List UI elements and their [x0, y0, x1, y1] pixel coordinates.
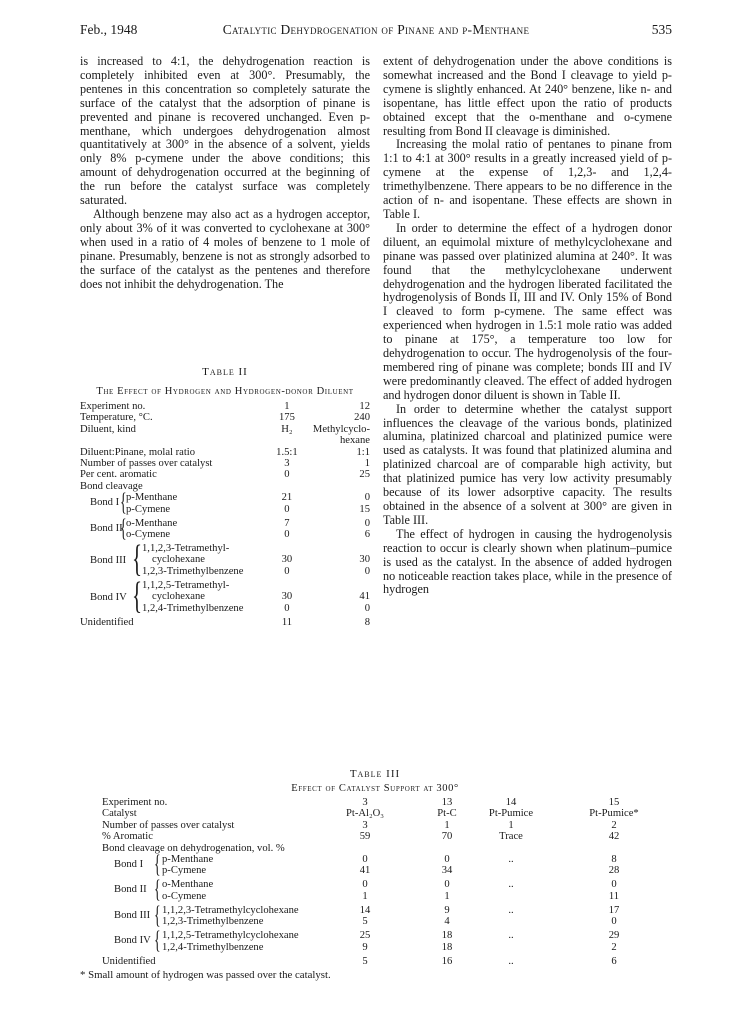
- compound-label: 1,2,4-Trimethylbenzene: [162, 941, 264, 953]
- cell-exp-1: Pt-Al₂O₃: [346, 808, 384, 820]
- bond-label: Bond I: [114, 859, 144, 871]
- cell-exp-1: 1: [362, 890, 368, 902]
- table-row: [80, 879, 670, 890]
- paragraph: In order to determine whether the catalyst support influences the cleavage of the various bonds, platinized alumina, platinized charcoal and platinized pumice were used as catalysts. It was found that platinized alumina and platinized charcoal are of comparable high activity, but that platinized pumice has very low activity presumably because of its lower adsorptive capacity. The results obtained in the absence of a solvent at 300° are given in Table III.: [383, 401, 672, 527]
- row-label: Experiment no.: [102, 797, 168, 808]
- cell-exp-1: 5: [362, 916, 368, 928]
- row-label: Catalyst: [102, 808, 137, 820]
- table-row: [80, 916, 670, 930]
- cell-exp-4: 8: [611, 854, 617, 866]
- bond-label: Bond III: [114, 909, 151, 921]
- cell-exp-1: [261, 543, 313, 554]
- cell-exp-3: [464, 916, 558, 930]
- table-row: [80, 424, 370, 435]
- table-row: [80, 412, 370, 423]
- cell-exp-12: 0: [364, 492, 370, 504]
- cell-exp-12: 240: [354, 412, 370, 424]
- row-label: [80, 916, 300, 930]
- cell-exp-12: 0: [364, 517, 370, 529]
- cell-exp-1: 0: [284, 503, 290, 515]
- cell-exp-3: ..: [508, 879, 514, 891]
- cell-exp-2: 9: [444, 904, 450, 916]
- table-row: [80, 820, 670, 831]
- compound-label: p-Cymene: [126, 503, 171, 515]
- row-label: [80, 504, 261, 518]
- cell-exp-1: [261, 435, 313, 446]
- cell-exp-12: 6: [364, 529, 370, 541]
- cell-exp-12: 41: [359, 591, 370, 603]
- cell-exp-2: 13: [441, 797, 453, 808]
- table-row: [80, 458, 370, 469]
- table-row: [80, 447, 370, 458]
- cell-exp-2: 70: [441, 831, 453, 843]
- bond-label: Bond II: [90, 522, 123, 534]
- cell-exp-4: 0: [611, 916, 617, 928]
- cell-exp-1: [300, 843, 430, 854]
- cell-exp-1: 0: [362, 879, 368, 891]
- row-label: Experiment no.: [80, 401, 146, 412]
- compound-label: p-Menthane: [126, 492, 178, 504]
- cell-exp-12: 25: [359, 469, 370, 481]
- cell-exp-1: 0: [362, 854, 368, 866]
- cell-exp-4: 17: [608, 904, 620, 916]
- cell-exp-4: 29: [608, 930, 620, 942]
- brace-glyph: {: [154, 901, 161, 929]
- cell-exp-2: 1: [444, 819, 450, 831]
- cell-exp-2: 0: [444, 854, 450, 866]
- compound-label: p-Cymene: [162, 865, 207, 877]
- table-caption: Table II: [202, 366, 248, 378]
- table-row: [80, 543, 370, 554]
- table-title: The Effect of Hydrogen and Hydrogen-donor Diluent: [96, 386, 354, 397]
- paragraph: Increasing the molal ratio of pentanes to pinane from 1:1 to 4:1 at 300° results in a greatly increased yield of p-cymene at the expense of 1,2,3- and 1,2,4-trimethylbenzene. There appears to be no difference in the action of n- and isopentane. These effects are shown in Table I.: [383, 137, 672, 221]
- compound-label: o-Cymene: [162, 890, 207, 902]
- row-label: Unidentified: [80, 616, 134, 628]
- paragraph: is increased to 4:1, the dehydrogenation reaction is completely inhibited even at 300°. Presumably, the pentenes in this concentration so completely saturate the surface of the catalyst that the adsorption of pinane is prevented and pinane is recovered unchanged. Even p-menthane, which undergoes dehydrogenation almost quantitatively at 300° in the absence of a solvent, yields only 8% p-cymene under the above conditions; this amount of dehydrogenation occurred at the beginning of the run before the catalyst surface was completely saturated.: [80, 54, 370, 208]
- brace-glyph: {: [120, 489, 127, 517]
- header-date: Feb., 1948: [80, 22, 138, 37]
- cell-exp-1: 11: [281, 616, 293, 628]
- row-label: % Aromatic: [102, 831, 153, 843]
- table-row: [80, 797, 670, 808]
- table-row: [80, 529, 370, 543]
- table-row: [80, 566, 370, 580]
- row-label: [80, 942, 300, 956]
- paragraph: The effect of hydrogen in causing the hydrogenolysis reaction to occur is clearly shown when platinum–pumice is used as the catalyst. In the absence of added hydrogen no noticeable reaction takes place, while in the presence of hydrogen: [383, 526, 672, 597]
- cell-exp-12: [313, 481, 370, 492]
- table-3: [80, 768, 670, 981]
- paragraph: extent of dehydrogenation under the above conditions is somewhat increased and the Bond I cleavage to yield p-cymene is slightly enhanced. At 240° benzene, like n- and isopentane, has little effect upon the ratio of products obtained except that the o-menthane and o-cymene resulting from Bond II cleavage is diminished.: [383, 54, 672, 138]
- table-row: [80, 831, 670, 842]
- brace-glyph: {: [120, 514, 127, 542]
- table-row: [80, 401, 370, 412]
- compound-label: 1,2,3-Trimethylbenzene: [162, 916, 264, 928]
- table-row: [80, 617, 370, 628]
- cell-exp-2: 18: [441, 930, 453, 942]
- brace-glyph: {: [154, 927, 161, 955]
- row-label: Number of passes over catalyst: [102, 819, 235, 831]
- row-label: Temperature, °C.: [80, 412, 153, 424]
- row-label: Per cent. aromatic: [80, 469, 157, 481]
- brace-glyph: {: [154, 851, 161, 879]
- cell-exp-4: 6: [611, 955, 617, 967]
- row-label: [80, 554, 261, 565]
- row-label: [80, 591, 261, 602]
- cell-exp-1: 25: [359, 930, 371, 942]
- cell-exp-2: 4: [444, 916, 450, 928]
- compound-label: 1,1,2,3-Tetramethyl-: [142, 543, 230, 555]
- cell-exp-12: Methylcyclo-: [312, 423, 370, 435]
- row-label: [80, 435, 261, 446]
- cell-exp-2: 1: [444, 890, 450, 902]
- cell-exp-2: 0: [444, 879, 450, 891]
- right-column: [383, 55, 672, 597]
- cell-exp-1: 59: [359, 831, 371, 843]
- table-row: [80, 469, 370, 480]
- paragraph: In order to determine the effect of a hydrogen donor diluent, an equimolal mixture of methylcyclohexane and pinane was passed over platinized alumina at 240°. It was found that the methylcyclohexane underwent dehydrogenation and the hydrogen liberated facilitated the hydrogenolysis of Bonds II, III and IV. Only 15% of Bond I cleaved to form p-cymene. The same effect was experienced when hydrogen in 1.5:1 mole ratio was added to pinane at 175°, a temperature too low for dehydrogenation to occur. The hydrogenolysis of the four-membered ring of pinane was complete; bonds III and IV were predominantly cleaved. The effect of added hydrogen and hydrogen donor diluent is shown in Table II.: [383, 220, 672, 402]
- compound-label: cyclohexane: [152, 591, 205, 603]
- cell-exp-3: Trace: [499, 831, 523, 843]
- bond-label: Bond IV: [114, 935, 151, 947]
- cell-exp-2: 18: [441, 941, 453, 953]
- bond-label: Bond II: [114, 884, 147, 896]
- cell-exp-2: 34: [441, 865, 453, 877]
- cell-exp-3: ..: [508, 930, 514, 942]
- row-label: Bond cleavage: [80, 480, 143, 492]
- paragraph: Although benzene may also act as a hydrogen acceptor, only about 3% of it was converted to cyclohexane at 300° when used in a ratio of 4 moles of benzene to 1 mole of pinane. Presumably, benzene is not as strongly adsorbed to the surface of the catalyst as the pentenes and therefore does not inhibit the dehydrogenation. The: [80, 206, 370, 291]
- cell-exp-4: [558, 843, 670, 854]
- table-row: [80, 905, 670, 916]
- cell-exp-3: ..: [508, 904, 514, 916]
- cell-exp-1: 3: [362, 819, 368, 831]
- cell-exp-1: 3: [284, 458, 290, 470]
- brace-glyph: {: [154, 876, 161, 904]
- bond-label: Bond IV: [90, 591, 127, 603]
- table-2: [80, 366, 370, 628]
- cell-exp-1: 1.5:1: [276, 446, 298, 458]
- cell-exp-12: 12: [359, 401, 370, 412]
- brace-glyph: {: [132, 538, 143, 581]
- cell-exp-12: hexane: [340, 435, 370, 447]
- cell-exp-1: 30: [281, 554, 293, 566]
- cell-exp-2: Pt-C: [437, 808, 457, 820]
- row-label: Number of passes over catalyst: [80, 458, 213, 470]
- cell-exp-12: 0: [364, 602, 370, 614]
- cell-exp-12: [313, 543, 370, 554]
- left-column: [80, 55, 370, 291]
- table-row: [80, 518, 370, 529]
- cell-exp-12: 30: [359, 554, 370, 566]
- cell-exp-1: 175: [278, 412, 295, 424]
- cell-exp-4: 28: [608, 865, 620, 877]
- cell-exp-4: 2: [611, 941, 617, 953]
- cell-exp-4: 2: [611, 819, 617, 831]
- compound-label: 1,1,2,3-Tetramethylcyclohexane: [162, 904, 299, 916]
- bond-label: Bond III: [90, 555, 127, 567]
- cell-exp-3: ..: [508, 955, 514, 967]
- cell-exp-1: [261, 481, 313, 492]
- table-row: [80, 843, 670, 854]
- compound-label: 1,1,2,5-Tetramethylcyclohexane: [162, 930, 299, 942]
- row-label: Diluent, kind: [80, 423, 136, 435]
- bond-label: Bond I: [90, 497, 120, 509]
- compound-label: o-Menthane: [126, 517, 178, 529]
- cell-exp-12: 15: [359, 503, 370, 515]
- header-title: Catalytic Dehydrogenation of Pinane and p-Menthane: [222, 22, 530, 37]
- table-caption: Table III: [349, 768, 401, 780]
- compound-label: 1,1,2,5-Tetramethyl-: [142, 579, 230, 591]
- compound-label: cyclohexane: [152, 554, 205, 566]
- cell-exp-12: [313, 580, 370, 591]
- cell-exp-12: 0: [364, 565, 370, 577]
- row-label: [80, 566, 261, 580]
- cell-exp-1: 5: [362, 955, 368, 967]
- table-row: [80, 603, 370, 617]
- cell-exp-1: 14: [359, 904, 371, 916]
- row-label: Unidentified: [102, 955, 156, 967]
- cell-exp-1: [261, 580, 313, 591]
- table-row: [80, 580, 370, 591]
- table-title: Effect of Catalyst Support at 300°: [291, 783, 459, 794]
- brace-glyph: {: [132, 574, 143, 617]
- table-row: [80, 865, 670, 879]
- running-header: [80, 22, 672, 38]
- table-footnote: * Small amount of hydrogen was passed over the catalyst.: [80, 969, 331, 982]
- cell-exp-4: Pt-Pumice*: [589, 808, 639, 820]
- table-row: [80, 891, 670, 905]
- cell-exp-3: [464, 942, 558, 956]
- cell-exp-1: 7: [284, 517, 290, 529]
- cell-exp-1: 30: [281, 591, 293, 603]
- compound-label: o-Cymene: [126, 529, 171, 541]
- cell-exp-2: 16: [441, 955, 453, 967]
- cell-exp-12: 1: [364, 458, 370, 470]
- table-3-body: [80, 797, 670, 967]
- table-row: [80, 435, 370, 446]
- row-label: Diluent:Pinane, molal ratio: [80, 446, 196, 458]
- cell-exp-1: 0: [284, 469, 290, 481]
- cell-exp-3: Pt-Pumice: [488, 808, 534, 820]
- cell-exp-3: 14: [505, 797, 517, 808]
- header-page-number: 535: [651, 22, 672, 37]
- cell-exp-12: 1:1: [356, 446, 370, 458]
- row-label: [80, 603, 261, 617]
- table-2-body: [80, 401, 370, 628]
- cell-exp-4: 15: [608, 797, 620, 808]
- cell-exp-1: 3: [362, 797, 368, 808]
- compound-label: o-Menthane: [162, 879, 214, 891]
- table-row: [80, 492, 370, 503]
- row-label: [80, 529, 261, 543]
- table-row: [80, 854, 670, 865]
- cell-exp-12: 8: [364, 616, 370, 628]
- table-row: [80, 956, 670, 967]
- table-row: [80, 554, 370, 565]
- cell-exp-1: 0: [284, 602, 290, 614]
- table-row: [80, 930, 670, 941]
- cell-exp-3: [464, 865, 558, 879]
- cell-exp-1: 0: [284, 565, 290, 577]
- cell-exp-1: 21: [281, 492, 293, 504]
- cell-exp-4: 42: [608, 831, 620, 843]
- row-label: [80, 865, 300, 879]
- cell-exp-1: 41: [359, 865, 371, 877]
- table-row: [80, 942, 670, 956]
- cell-exp-4: 11: [608, 890, 620, 902]
- cell-exp-2: [430, 843, 464, 854]
- cell-exp-3: [464, 891, 558, 905]
- cell-exp-3: ..: [508, 854, 514, 866]
- cell-exp-1: 1: [284, 401, 290, 412]
- row-label: [80, 891, 300, 905]
- compound-label: 1,2,3-Trimethylbenzene: [142, 565, 244, 577]
- cell-exp-4: 0: [611, 879, 617, 891]
- table-row: [80, 808, 670, 819]
- row-label: Bond cleavage on dehydrogenation, vol. %: [102, 842, 285, 854]
- cell-exp-1: 0: [284, 529, 290, 541]
- cell-exp-1: H₂: [281, 423, 293, 435]
- cell-exp-3: 1: [508, 819, 514, 831]
- table-row: [80, 591, 370, 602]
- compound-label: p-Menthane: [162, 854, 214, 866]
- compound-label: 1,2,4-Trimethylbenzene: [142, 602, 244, 614]
- cell-exp-3: [464, 843, 558, 854]
- cell-exp-1: 9: [362, 941, 368, 953]
